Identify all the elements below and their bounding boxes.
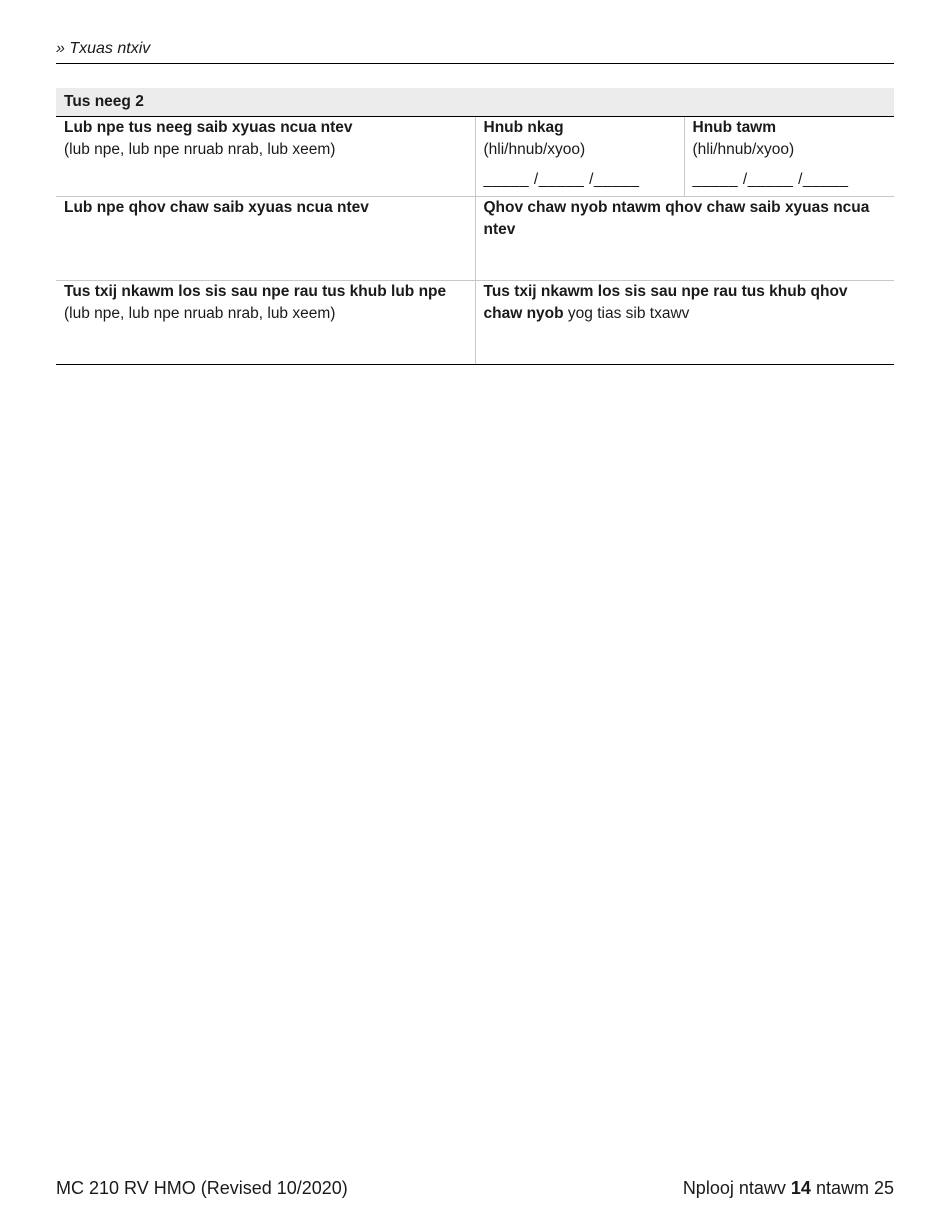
page-current: 14 — [790, 1178, 811, 1198]
page-prefix: Nplooj ntawv — [682, 1178, 786, 1198]
caregiver-name-label: Lub npe tus neeg saib xyuas ncua ntev — [64, 118, 353, 136]
entry-date-hint: (hli/hnub/xyoo) — [483, 140, 586, 158]
entry-date-blank[interactable]: _____ /_____ /_____ — [483, 170, 640, 188]
caregiver-name-hint: (lub npe, lub npe nruab nrab, lub xeem) — [64, 140, 336, 158]
facility-address-field[interactable] — [475, 196, 894, 280]
form-id: MC 210 RV HMO (Revised 10/2020) — [56, 1178, 348, 1198]
caregiver-name-field[interactable] — [56, 116, 475, 196]
exit-date-blank[interactable]: _____ /_____ /_____ — [692, 170, 849, 188]
entry-date-field[interactable] — [475, 116, 684, 196]
spouse-name-label: Tus txij nkawm los sis sau npe rau tus khub lub npe — [64, 282, 447, 300]
page-total: 25 — [873, 1178, 894, 1198]
spouse-name-hint: (lub npe, lub npe nruab nrab, lub xeem) — [64, 304, 336, 322]
exit-date-label: Hnub tawm — [692, 118, 777, 136]
spouse-address-field[interactable] — [475, 280, 894, 364]
spouse-address-hint: yog tias sib txawv — [567, 304, 690, 322]
facility-name-field[interactable] — [56, 196, 475, 280]
breadcrumb: » Txuas ntxiv — [56, 40, 894, 64]
facility-name-label: Lub npe qhov chaw saib xyuas ncua ntev — [64, 198, 369, 216]
facility-address-label: Qhov chaw nyob ntawm qhov chaw saib xyuas ncua ntev — [483, 198, 870, 238]
spouse-address-label: Tus txij nkawm los sis sau npe rau tus khub qhov chaw nyob — [483, 282, 848, 322]
entry-date-label: Hnub nkag — [483, 118, 564, 136]
table-title: Tus neeg 2 — [56, 88, 894, 116]
exit-date-hint: (hli/hnub/xyoo) — [692, 140, 795, 158]
person-2-table — [56, 88, 894, 365]
page-mid: ntawm — [815, 1178, 869, 1198]
spouse-name-field[interactable] — [56, 280, 475, 364]
exit-date-field[interactable] — [684, 116, 894, 196]
page-number — [683, 1178, 894, 1199]
